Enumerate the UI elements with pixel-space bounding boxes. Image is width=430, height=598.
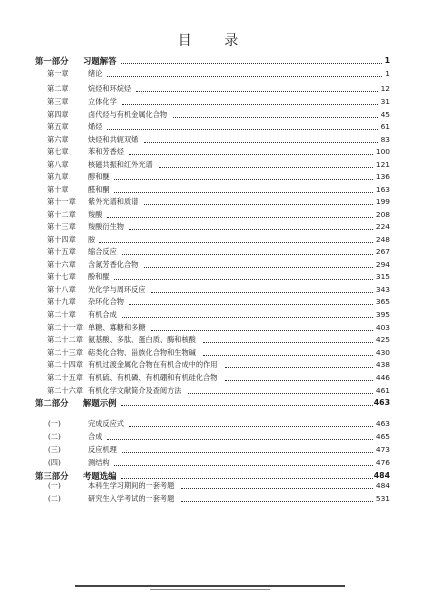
toc-entry-page: 45	[380, 109, 390, 119]
toc-entry-title: 本科生学习期间的一套考题	[88, 481, 175, 491]
toc-entry-title: 烷烃和环烷烃	[88, 84, 132, 94]
toc-leader-dots	[159, 167, 374, 168]
toc-entry-page: 100	[375, 147, 390, 156]
toc-leader-dots	[107, 76, 383, 77]
toc-entry-title: 光化学与周环反应	[88, 284, 146, 294]
toc-entry-label: 第二十一章	[47, 322, 83, 332]
toc-entry-title: 萜类化合物、甾族化合物和生物碱	[88, 347, 196, 357]
toc-entry-page: 484	[375, 481, 390, 491]
toc-leader-dots	[122, 254, 374, 255]
toc-leader-dots	[121, 63, 382, 64]
toc-entry-page: 83	[380, 134, 390, 144]
toc-entry-title: 烯烃	[88, 122, 103, 131]
toc-entry-page: 12	[380, 84, 390, 94]
toc-entry-page: 1	[384, 56, 390, 65]
toc-leader-dots	[203, 355, 373, 356]
toc-entry	[0, 417, 430, 431]
toc-entry-page: 199	[375, 197, 390, 207]
toc-entry-title: 测结构	[88, 458, 110, 467]
toc-entry-label: 第十一章	[47, 197, 76, 207]
toc-entry-label: 第九章	[47, 172, 69, 182]
footer-rule-secondary	[150, 589, 270, 590]
toc-leader-dots	[144, 204, 373, 205]
toc-leader-dots	[188, 393, 373, 394]
toc-leader-dots	[114, 192, 373, 193]
toc-leader-dots	[144, 267, 373, 268]
toc-entry-title: 反应机理	[88, 445, 117, 454]
toc-entry-page: 484	[373, 471, 390, 480]
toc-entry-label: 第二十六章	[47, 385, 83, 395]
toc-entry-title: 研究生入学考试的一套考题	[88, 493, 175, 503]
toc-entry-title: 考题选编	[83, 471, 117, 481]
toc-entry-label: 第七章	[47, 147, 69, 156]
toc-entry-page: 343	[375, 284, 390, 294]
toc-entry-page: 425	[375, 335, 390, 345]
toc-entry-label: 第一部分	[35, 56, 69, 66]
toc-entry-page: 531	[375, 493, 390, 503]
toc-entry-page: 267	[375, 247, 390, 257]
toc-leader-dots	[181, 488, 373, 489]
toc-entry-title: 含氮芳香化合物	[88, 259, 139, 269]
toc-entry-title: 完成反应式	[88, 419, 124, 428]
toc-entry-label: (二)	[48, 432, 61, 441]
toc-entry-label: 第二十章	[47, 309, 76, 319]
toc-entry-page: 224	[375, 222, 390, 232]
toc-entry-page: 136	[375, 172, 390, 182]
toc-entry-page: 403	[375, 322, 390, 332]
toc-entry	[0, 443, 430, 457]
toc-leader-dots	[107, 439, 373, 440]
toc-entry-label: 第三章	[47, 96, 69, 106]
toc-entry-label: 第十九章	[47, 297, 76, 307]
toc-entry-title: 羧酸	[88, 209, 103, 219]
toc-entry-label: 第八章	[47, 159, 69, 169]
toc-entry-page: 463	[375, 419, 390, 428]
toc-leader-dots	[173, 117, 377, 118]
toc-entry-label: 第一章	[47, 68, 69, 78]
toc-entry-title: 炔烃和共轭双烯	[88, 134, 139, 144]
toc-entry-title: 有机硫、有机磷、有机硼和有机硅化合物	[88, 372, 218, 382]
toc-entry-page: 465	[375, 432, 390, 441]
toc-entry-page: 248	[375, 234, 390, 244]
toc-entry-title: 胺	[88, 234, 96, 244]
toc-leader-dots	[129, 304, 373, 305]
toc-leader-dots	[99, 242, 373, 243]
toc-entry-page: 315	[375, 272, 390, 282]
toc-leader-dots	[181, 501, 373, 502]
toc-entry-title: 醛和酮	[88, 184, 110, 194]
toc-entry-page: 463	[373, 398, 390, 408]
toc-leader-dots	[122, 452, 374, 453]
toc-entry-page: 446	[375, 372, 390, 382]
toc-leader-dots	[122, 317, 374, 318]
toc-entry-label: 第二十三章	[47, 347, 83, 357]
toc-entry-label: (二)	[48, 493, 61, 503]
toc-entry-label: 第十四章	[47, 234, 76, 244]
toc-leader-dots	[225, 380, 373, 381]
toc-entry-title: 缩合反应	[88, 247, 117, 257]
toc-entry-page: 121	[375, 159, 390, 169]
toc-entry-title: 有机化学文献简介及查阅方法	[88, 385, 182, 395]
toc-entry-page: 430	[375, 347, 390, 357]
toc-entry-label: 第十二章	[47, 209, 76, 219]
toc-entry-label: (一)	[48, 419, 61, 428]
toc-leader-dots	[151, 292, 373, 293]
toc-entry-page: 31	[380, 96, 390, 106]
toc-leader-dots	[107, 217, 373, 218]
toc-entry-label: 第二部分	[35, 398, 69, 409]
toc-leader-dots	[129, 154, 373, 155]
toc-leader-dots	[114, 465, 373, 466]
toc-entry-title: 有机合成	[88, 309, 117, 319]
toc-leader-dots	[129, 229, 373, 230]
toc-entry-label: 第四章	[47, 109, 69, 119]
toc-entry-label: 第十章	[47, 184, 69, 194]
toc-entry-title: 核磁共振和红外光谱	[88, 159, 153, 169]
toc-entry	[0, 67, 430, 81]
toc-entry-title: 杂环化合物	[88, 297, 124, 307]
toc-entry-label: 第十七章	[47, 272, 76, 282]
toc-entry-title: 习题解答	[83, 56, 117, 66]
toc-entry-title: 解题示例	[83, 398, 117, 409]
toc-entry-page: 476	[375, 458, 390, 467]
toc-entry-title: 绪论	[88, 68, 103, 78]
toc-leader-dots	[151, 330, 373, 331]
toc-entry-title: 苯和芳香烃	[88, 147, 124, 156]
toc-entry-label: 第二十五章	[47, 372, 83, 382]
page-title: 目 录	[177, 33, 253, 49]
toc-leader-dots	[107, 129, 378, 130]
toc-entry-label: 第二十四章	[47, 360, 83, 370]
toc-entry-page: 163	[375, 184, 390, 194]
toc-entry-page: 208	[375, 209, 390, 219]
footer-rule	[75, 585, 345, 587]
toc-entry-title: 立体化学	[88, 96, 117, 106]
toc-entry-label: 第二十二章	[47, 335, 83, 345]
toc-entry-title: 羧酸衍生物	[88, 222, 124, 232]
toc-entry-label: 第六章	[47, 134, 69, 144]
toc-entry-page: 473	[375, 445, 390, 454]
toc-entry-page: 294	[375, 259, 390, 269]
toc-entry-label: 第三部分	[35, 471, 69, 481]
toc-entry-page: 461	[375, 385, 390, 395]
toc-entry-title: 合成	[88, 432, 103, 441]
toc-leader-dots	[144, 142, 378, 143]
toc-entry-label: (一)	[48, 481, 61, 491]
toc-entry-label: 第二章	[47, 84, 69, 94]
toc-entry-title: 有机过渡金属化合物在有机合成中的作用	[88, 360, 218, 370]
toc-entry-title: 氨基酸、多肽、蛋白质、酶和核酸	[88, 335, 196, 345]
toc-entry-label: 第十五章	[47, 247, 76, 257]
toc-entry-title: 醇和醚	[88, 172, 110, 182]
toc-entry-page: 438	[375, 360, 390, 370]
toc-entry	[0, 456, 430, 470]
toc-leader-dots	[225, 367, 373, 368]
toc-entry-label: 第十三章	[47, 222, 76, 232]
toc-leader-dots	[136, 91, 377, 92]
toc-entry-label: 第十六章	[47, 259, 76, 269]
toc-entry-title: 单糖、寡糖和多糖	[88, 322, 146, 332]
toc-entry-page: 395	[375, 309, 390, 319]
toc-entry-page: 61	[380, 122, 390, 131]
toc-entry-label: 第五章	[47, 122, 69, 131]
toc-entry-page: 1	[385, 68, 390, 78]
toc-entry-title: 酚和醌	[88, 272, 110, 282]
toc-leader-dots	[129, 426, 373, 427]
toc-entry-page: 365	[375, 297, 390, 307]
toc-entry	[0, 430, 430, 444]
toc-entry	[0, 492, 430, 506]
toc-leader-dots	[114, 279, 373, 280]
toc-entry-title: 紫外光谱和质谱	[88, 197, 139, 207]
toc-entry-label: (四)	[48, 458, 61, 467]
toc-entry	[0, 396, 430, 410]
toc-entry-label: (三)	[48, 445, 61, 454]
toc-leader-dots	[114, 179, 373, 180]
toc-entry-label: 第十八章	[47, 284, 76, 294]
toc-leader-dots	[122, 104, 378, 105]
toc-leader-dots	[121, 405, 373, 406]
toc-entry-title: 卤代烃与有机金属化合物	[88, 109, 168, 119]
toc-leader-dots	[203, 342, 373, 343]
